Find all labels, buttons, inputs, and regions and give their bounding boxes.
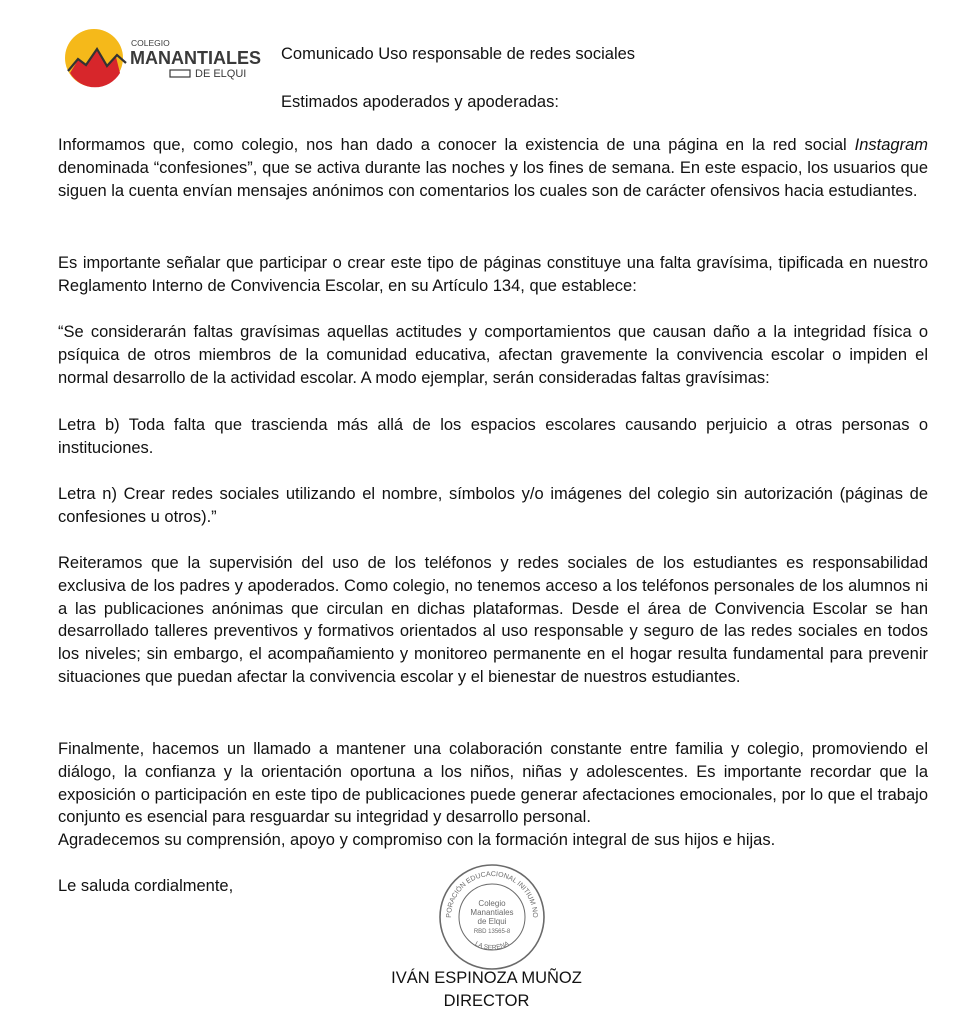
paragraph-letter-n: Letra n) Crear redes sociales utilizando el nombre, símbolos y/o imágenes del colegio sin autorización (páginas de confesiones u otros).” <box>58 485 928 526</box>
logo-text-de-elqui: DE ELQUI <box>195 68 247 80</box>
paragraph-regulation: Es importante señalar que participar o crear este tipo de páginas constituye una falta gravísima, tipificada en nuestro Reglamento Interno de Convivencia Escolar, en su Artículo 134, que establece: <box>58 254 928 295</box>
seal-text-rbd: RBD 13565-8 <box>473 929 511 935</box>
seal-bottom-text: LA SERENA <box>473 940 511 952</box>
signer-role: DIRECTOR <box>443 992 530 1010</box>
paragraph-quote: “Se considerarán faltas gravísimas aquellas actitudes y comportamientos que causan daño a la integridad física o psíquica de otros miembros de la comunidad educativa, afectan gravemente la convivencia escolar o impiden el normal desarrollo de la actividad escolar. A modo ejemplar, serán consideradas faltas gravísimas: <box>58 323 928 387</box>
paragraph-supervision: Reiteramos que la supervisión del uso de los teléfonos y redes sociales de los estudiantes es responsabilidad exclusiva de los padres y apoderados. Como colegio, no tenemos acceso a los teléfonos personales de los alumnos ni a las publicaciones anónimas que circulan en dichas plataformas. Desde el área de Convivencia Escolar se han desarrollado talleres preventivos y formativos orientados al uso responsable y seguro de las redes sociales en todos los niveles; sin embargo, el acompañamiento y monitoreo permanente en el hogar resulta fundamental para prevenir situaciones que puedan afectar la convivencia escolar y el bienestar de nuestros estudiantes. <box>58 554 928 686</box>
seal-ring-text: PORACIÓN EDUCACIONAL INITIUM NO <box>445 870 539 918</box>
logo-text-manantiales: MANANTIALES <box>130 48 261 68</box>
seal-text-colegio: Colegio <box>478 899 506 908</box>
document-title: Comunicado Uso responsable de redes sociales <box>281 45 636 63</box>
paragraph-intro <box>58 134 928 202</box>
closing-salutation: Le saluda cordialmente, <box>58 877 234 895</box>
greeting: Estimados apoderados y apoderadas: <box>281 93 559 111</box>
seal-text-de-elqui: de Elqui <box>477 917 507 926</box>
school-seal-stamp <box>437 862 547 972</box>
logo-book-shape <box>170 70 190 77</box>
paragraph-thanks: Agradecemos su comprensión, apoyo y compromiso con la formación integral de sus hijos e hijas. <box>58 831 776 849</box>
paragraph-intro-part2: denominada “confesiones”, que se activa durante las noches y los fines de semana. En este espacio, los usuarios que siguen la cuenta envían mensajes anónimos con comentarios los cuales son de carácter ofensivos hacia estudiantes. <box>58 158 928 200</box>
paragraph-letter-b: Letra b) Toda falta que trascienda más allá de los espacios escolares causando perjuicio a otras personas o instituciones. <box>58 416 928 457</box>
paragraph-collaboration: Finalmente, hacemos un llamado a mantener una colaboración constante entre familia y colegio, promoviendo el diálogo, la confianza y la orientación oportuna a los niños, niñas y adolescentes. Es importante recordar que la exposición o participación en este tipo de publicaciones puede generar afectaciones emocionales, por lo que el trabajo conjunto es esencial para resguardar su integridad y desarrollo personal. <box>58 740 928 827</box>
school-logo <box>64 27 264 89</box>
signer-name: IVÁN ESPINOZA MUÑOZ <box>391 969 582 987</box>
seal-text-manantiales: Manantiales <box>470 908 514 917</box>
logo-text-colegio: COLEGIO <box>131 38 170 48</box>
paragraph-intro-part1: Informamos que, como colegio, nos han dado a conocer la existencia de una página en la red social <box>58 136 855 154</box>
instagram-emphasis: Instagram <box>854 136 928 154</box>
